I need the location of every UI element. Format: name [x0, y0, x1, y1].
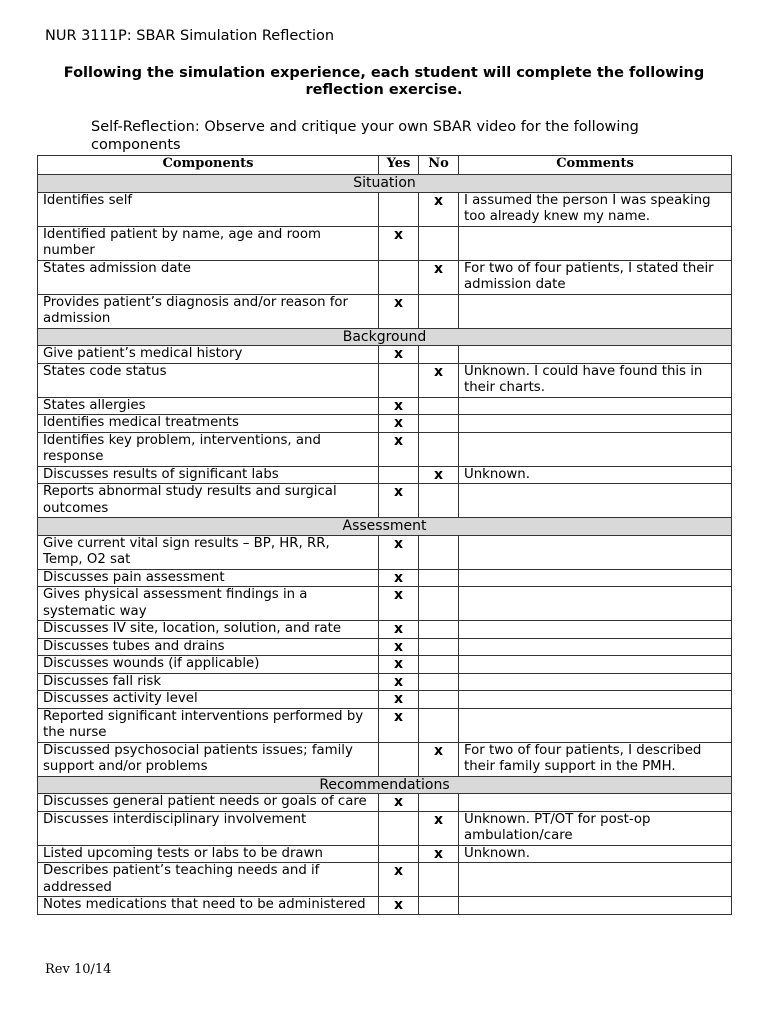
no-mark [419, 535, 459, 569]
comment-cell [459, 897, 732, 915]
component-cell: Listed upcoming tests or labs to be drawn [38, 845, 379, 863]
yes-mark: x [379, 656, 419, 674]
no-mark [419, 569, 459, 587]
component-cell: Discusses tubes and drains [38, 638, 379, 656]
table-row [38, 432, 732, 466]
section-title: Recommendations [38, 776, 732, 794]
header-comments: Comments [459, 156, 732, 175]
table-row [38, 656, 732, 674]
component-cell: Notes medications that need to be administered [38, 897, 379, 915]
yes-mark: x [379, 397, 419, 415]
comment-cell [459, 708, 732, 742]
header-yes: Yes [379, 156, 419, 175]
section-row-assessment [38, 518, 732, 536]
table-header-row [38, 156, 732, 175]
component-cell: States allergies [38, 397, 379, 415]
table-row [38, 897, 732, 915]
table-row [38, 397, 732, 415]
yes-mark [379, 742, 419, 776]
component-cell: Gives physical assessment findings in a systematic way [38, 587, 379, 621]
course-title: NUR 3111P: SBAR Simulation Reflection [45, 28, 335, 44]
section-title: Situation [38, 175, 732, 193]
yes-mark: x [379, 535, 419, 569]
comment-cell [459, 638, 732, 656]
component-cell: Discusses wounds (if applicable) [38, 656, 379, 674]
no-mark [419, 346, 459, 364]
header-components: Components [38, 156, 379, 175]
component-cell: Identifies medical treatments [38, 415, 379, 433]
comment-cell [459, 863, 732, 897]
yes-mark [379, 466, 419, 484]
no-mark [419, 397, 459, 415]
yes-mark: x [379, 432, 419, 466]
yes-mark: x [379, 294, 419, 328]
no-mark [419, 432, 459, 466]
component-cell: Discusses interdisciplinary involvement [38, 811, 379, 845]
no-mark [419, 638, 459, 656]
comment-cell [459, 535, 732, 569]
no-mark: x [419, 363, 459, 397]
revision-label: Rev 10/14 [45, 962, 112, 977]
no-mark [419, 226, 459, 260]
comment-cell [459, 346, 732, 364]
no-mark [419, 691, 459, 709]
section-title: Background [38, 328, 732, 346]
component-cell: Discusses general patient needs or goals of care [38, 794, 379, 812]
component-cell: Identified patient by name, age and room number [38, 226, 379, 260]
yes-mark: x [379, 226, 419, 260]
table-row [38, 346, 732, 364]
component-cell: Discussed psychosocial patients issues; family support and/or problems [38, 742, 379, 776]
comment-cell [459, 484, 732, 518]
yes-mark: x [379, 708, 419, 742]
component-cell: Discusses activity level [38, 691, 379, 709]
table-row [38, 691, 732, 709]
comment-cell [459, 294, 732, 328]
comment-cell: Unknown. I could have found this in their charts. [459, 363, 732, 397]
no-mark: x [419, 811, 459, 845]
section-title: Assessment [38, 518, 732, 536]
table-row [38, 294, 732, 328]
no-mark: x [419, 192, 459, 226]
yes-mark: x [379, 863, 419, 897]
comment-cell: Unknown. [459, 466, 732, 484]
table-row [38, 587, 732, 621]
yes-mark [379, 811, 419, 845]
comment-cell [459, 621, 732, 639]
component-cell: Discusses fall risk [38, 673, 379, 691]
no-mark [419, 415, 459, 433]
yes-mark: x [379, 794, 419, 812]
component-cell: Give current vital sign results – BP, HR, RR, Temp, O2 sat [38, 535, 379, 569]
no-mark [419, 621, 459, 639]
table-row [38, 484, 732, 518]
yes-mark [379, 845, 419, 863]
yes-mark: x [379, 673, 419, 691]
sbar-reflection-table [37, 155, 732, 915]
comment-cell [459, 415, 732, 433]
no-mark [419, 897, 459, 915]
table-row [38, 569, 732, 587]
comment-cell: Unknown. PT/OT for post-op ambulation/care [459, 811, 732, 845]
component-cell: Discusses pain assessment [38, 569, 379, 587]
component-cell: Reported significant interventions performed by the nurse [38, 708, 379, 742]
yes-mark [379, 192, 419, 226]
table-row [38, 415, 732, 433]
comment-cell [459, 569, 732, 587]
component-cell: States code status [38, 363, 379, 397]
table-row [38, 535, 732, 569]
section-row-recommendations [38, 776, 732, 794]
comment-cell: For two of four patients, I stated their admission date [459, 260, 732, 294]
no-mark [419, 484, 459, 518]
component-cell: Describes patient’s teaching needs and if addressed [38, 863, 379, 897]
no-mark: x [419, 742, 459, 776]
component-cell: Provides patient’s diagnosis and/or reason for admission [38, 294, 379, 328]
no-mark [419, 587, 459, 621]
component-cell: Reports abnormal study results and surgical outcomes [38, 484, 379, 518]
no-mark: x [419, 845, 459, 863]
no-mark [419, 673, 459, 691]
yes-mark: x [379, 587, 419, 621]
table-row [38, 863, 732, 897]
table-row [38, 673, 732, 691]
comment-cell [459, 587, 732, 621]
component-cell: Identifies self [38, 192, 379, 226]
table-row [38, 638, 732, 656]
table-body [38, 175, 732, 915]
comment-cell [459, 691, 732, 709]
no-mark [419, 794, 459, 812]
no-mark: x [419, 466, 459, 484]
component-cell: Give patient’s medical history [38, 346, 379, 364]
comment-cell [459, 397, 732, 415]
comment-cell [459, 656, 732, 674]
table-row [38, 621, 732, 639]
self-reflection-prompt: Self-Reflection: Observe and critique your own SBAR video for the following components [91, 119, 639, 153]
yes-mark [379, 260, 419, 294]
yes-mark: x [379, 691, 419, 709]
component-cell: Discusses results of significant labs [38, 466, 379, 484]
yes-mark [379, 363, 419, 397]
no-mark: x [419, 260, 459, 294]
yes-mark: x [379, 484, 419, 518]
table-row [38, 794, 732, 812]
component-cell: Identifies key problem, interventions, and response [38, 432, 379, 466]
yes-mark: x [379, 346, 419, 364]
comment-cell [459, 432, 732, 466]
comment-cell: For two of four patients, I described their family support in the PMH. [459, 742, 732, 776]
table-row [38, 708, 732, 742]
component-cell: States admission date [38, 260, 379, 294]
comment-cell [459, 673, 732, 691]
yes-mark: x [379, 415, 419, 433]
no-mark [419, 294, 459, 328]
comment-cell [459, 794, 732, 812]
yes-mark: x [379, 897, 419, 915]
table-row [38, 742, 732, 776]
section-row-background [38, 328, 732, 346]
comment-cell: I assumed the person I was speaking too already knew my name. [459, 192, 732, 226]
table-row [38, 226, 732, 260]
yes-mark: x [379, 621, 419, 639]
table-row [38, 811, 732, 845]
table-row [38, 192, 732, 226]
header-no: No [419, 156, 459, 175]
instructions-heading: Following the simulation experience, each student will complete the following reflection exercise. [63, 65, 705, 98]
table-row [38, 845, 732, 863]
comment-cell: Unknown. [459, 845, 732, 863]
no-mark [419, 656, 459, 674]
table-row [38, 260, 732, 294]
comment-cell [459, 226, 732, 260]
yes-mark: x [379, 569, 419, 587]
table-row [38, 363, 732, 397]
no-mark [419, 863, 459, 897]
component-cell: Discusses IV site, location, solution, and rate [38, 621, 379, 639]
section-row-situation [38, 175, 732, 193]
yes-mark: x [379, 638, 419, 656]
table-row [38, 466, 732, 484]
no-mark [419, 708, 459, 742]
